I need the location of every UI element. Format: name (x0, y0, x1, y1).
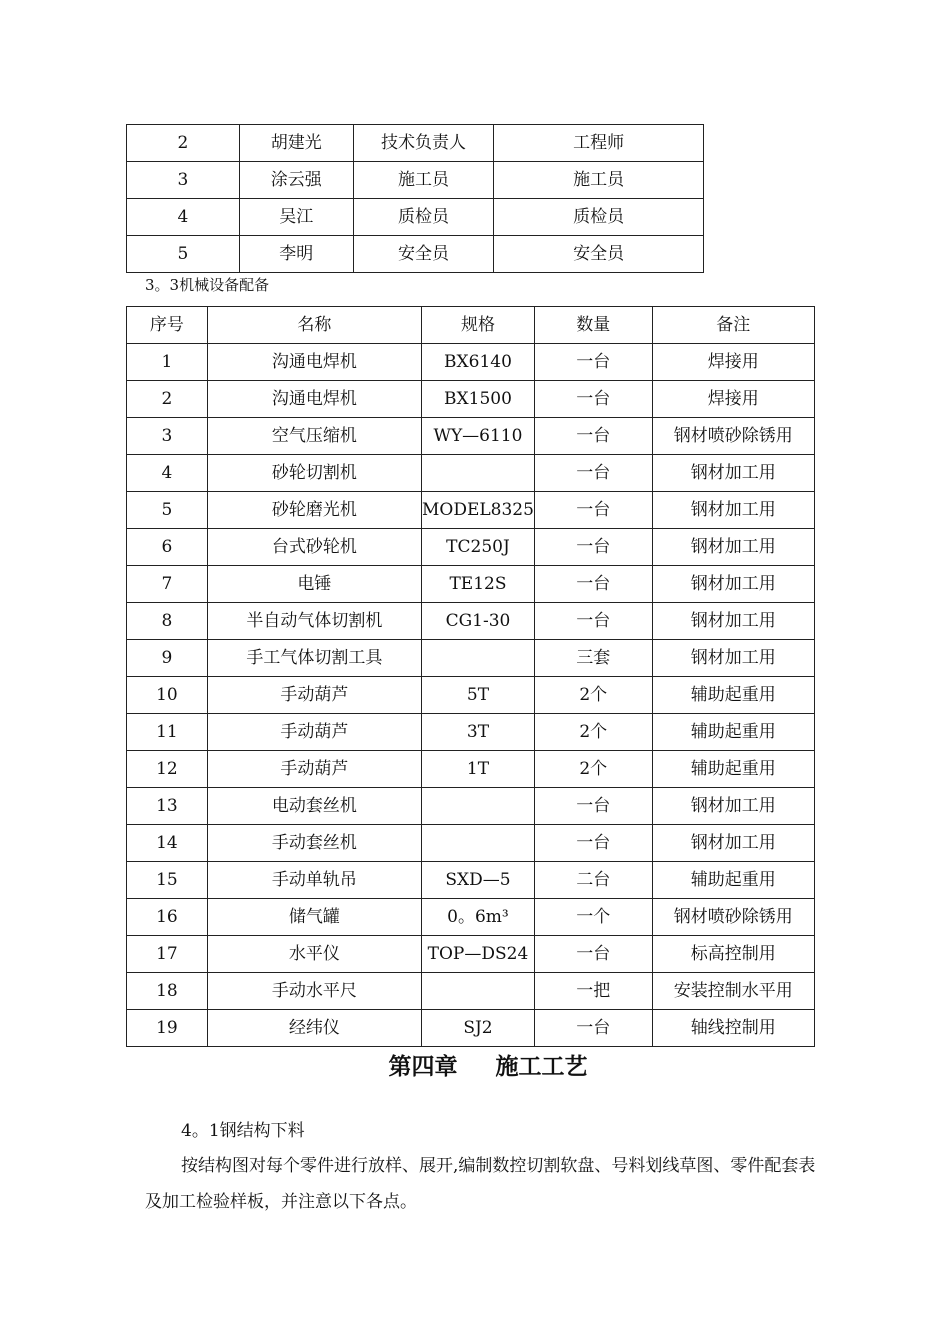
chapter-title: 施工工艺 (495, 1054, 588, 1080)
table-cell: 18 (127, 973, 208, 1010)
table-cell: 焊接用 (652, 381, 814, 418)
table-row (127, 862, 815, 899)
table-row (127, 936, 815, 973)
table-cell: 手动水平尺 (207, 973, 421, 1010)
subsection-heading: 4。1钢结构下料 (181, 1121, 305, 1141)
table-row (127, 125, 704, 162)
table-cell: 1T (422, 751, 535, 788)
table-cell: 16 (127, 899, 208, 936)
table-row (127, 825, 815, 862)
table-cell: 一台 (534, 825, 652, 862)
table-cell: 钢材加工用 (652, 455, 814, 492)
table-cell: TE12S (422, 566, 535, 603)
table-cell: 施工员 (494, 162, 704, 199)
table-cell: SJ2 (422, 1010, 535, 1047)
table-cell: 钢材加工用 (652, 825, 814, 862)
table-cell: 钢材加工用 (652, 640, 814, 677)
column-header: 备注 (652, 307, 814, 344)
table-row (127, 751, 815, 788)
table-cell: 一台 (534, 344, 652, 381)
table-cell (422, 788, 535, 825)
table-row (127, 492, 815, 529)
table-cell: 水平仪 (207, 936, 421, 973)
table-row (127, 714, 815, 751)
table-cell: 4 (127, 199, 240, 236)
table-cell: 7 (127, 566, 208, 603)
table-cell: 3T (422, 714, 535, 751)
table-cell: 2个 (534, 751, 652, 788)
table-cell: 安全员 (353, 236, 494, 273)
table-cell: 8 (127, 603, 208, 640)
table-cell: 一台 (534, 455, 652, 492)
table-row (127, 899, 815, 936)
table-row (127, 162, 704, 199)
table-cell: BX6140 (422, 344, 535, 381)
table-cell: 2 (127, 381, 208, 418)
table-cell: 一台 (534, 492, 652, 529)
table-cell: 砂轮切割机 (207, 455, 421, 492)
table-cell: 标高控制用 (652, 936, 814, 973)
chapter-number: 第四章 (388, 1054, 458, 1080)
table-cell: 9 (127, 640, 208, 677)
table-cell: 10 (127, 677, 208, 714)
table-cell: 11 (127, 714, 208, 751)
table-cell: TOP—DS24 (422, 936, 535, 973)
table-cell: 沟通电焊机 (207, 344, 421, 381)
table-cell (422, 825, 535, 862)
table-cell: 安全员 (494, 236, 704, 273)
table-header-row (127, 307, 815, 344)
table-cell: WY—6110 (422, 418, 535, 455)
table-cell: 三套 (534, 640, 652, 677)
chapter-heading (0, 1048, 950, 1081)
table-row (127, 566, 815, 603)
table-cell: 12 (127, 751, 208, 788)
table-cell: 电锤 (207, 566, 421, 603)
table-cell: 2个 (534, 677, 652, 714)
column-header: 名称 (207, 307, 421, 344)
table-cell: 5 (127, 236, 240, 273)
table-cell: SXD—5 (422, 862, 535, 899)
table-cell: 辅助起重用 (652, 862, 814, 899)
table-cell: 钢材加工用 (652, 566, 814, 603)
table-cell: 二台 (534, 862, 652, 899)
table-cell: 钢材加工用 (652, 492, 814, 529)
table-cell: 4 (127, 455, 208, 492)
table-cell: 钢材加工用 (652, 529, 814, 566)
table-row (127, 381, 815, 418)
table-cell: 钢材加工用 (652, 603, 814, 640)
table-cell: 一台 (534, 529, 652, 566)
table-cell: 手动葫芦 (207, 677, 421, 714)
staff-table (126, 124, 704, 273)
table-cell: 经纬仪 (207, 1010, 421, 1047)
table-cell: TC250J (422, 529, 535, 566)
table-cell: 一台 (534, 936, 652, 973)
body-paragraph: 按结构图对每个零件进行放样、展开,编制数控切割软盘、号料划线草图、零件配套表及加工检验样板，并注意以下各点。 (145, 1156, 816, 1212)
table-cell: 焊接用 (652, 344, 814, 381)
table-cell: 19 (127, 1010, 208, 1047)
table-cell: 一台 (534, 788, 652, 825)
table-cell: 辅助起重用 (652, 751, 814, 788)
table-row (127, 677, 815, 714)
table-cell: 手工气体切割工具 (207, 640, 421, 677)
table-cell: 15 (127, 862, 208, 899)
table-cell: 17 (127, 936, 208, 973)
table-cell: 手动葫芦 (207, 714, 421, 751)
table-cell: 施工员 (353, 162, 494, 199)
table-cell (422, 455, 535, 492)
table-cell: 砂轮磨光机 (207, 492, 421, 529)
column-header: 数量 (534, 307, 652, 344)
table-row (127, 640, 815, 677)
table-cell: 工程师 (494, 125, 704, 162)
table-row (127, 788, 815, 825)
table-cell: 0。6m³ (422, 899, 535, 936)
table-cell: 安装控制水平用 (652, 973, 814, 1010)
table-cell: 6 (127, 529, 208, 566)
table-cell: 电动套丝机 (207, 788, 421, 825)
table-cell: 技术负责人 (353, 125, 494, 162)
table-cell: 3 (127, 418, 208, 455)
table-cell: 一把 (534, 973, 652, 1010)
table-cell: 一个 (534, 899, 652, 936)
table-cell: 台式砂轮机 (207, 529, 421, 566)
column-header: 规格 (422, 307, 535, 344)
table-cell: 李明 (239, 236, 353, 273)
table-cell: 一台 (534, 381, 652, 418)
table-cell: 辅助起重用 (652, 677, 814, 714)
table-cell: 1 (127, 344, 208, 381)
table-row (127, 418, 815, 455)
table-cell: 一台 (534, 418, 652, 455)
table-row (127, 236, 704, 273)
table-cell: 13 (127, 788, 208, 825)
table-cell: 钢材喷砂除锈用 (652, 899, 814, 936)
table-row (127, 603, 815, 640)
column-header: 序号 (127, 307, 208, 344)
table-cell: 轴线控制用 (652, 1010, 814, 1047)
equipment-table (126, 306, 815, 1047)
table-cell: 2 (127, 125, 240, 162)
table-cell (422, 973, 535, 1010)
table-row (127, 529, 815, 566)
table-cell: 一台 (534, 603, 652, 640)
table-cell: 储气罐 (207, 899, 421, 936)
table-cell: 钢材加工用 (652, 788, 814, 825)
table-cell: 2个 (534, 714, 652, 751)
table-cell: 吴江 (239, 199, 353, 236)
table-cell: 钢材喷砂除锈用 (652, 418, 814, 455)
table-cell: 5 (127, 492, 208, 529)
table-row (127, 199, 704, 236)
table-cell: 5T (422, 677, 535, 714)
table-cell: BX1500 (422, 381, 535, 418)
table-cell: 沟通电焊机 (207, 381, 421, 418)
table-row (127, 973, 815, 1010)
table-cell: 14 (127, 825, 208, 862)
table-cell: 3 (127, 162, 240, 199)
table-cell: MODEL8325 (422, 492, 535, 529)
table-cell (422, 640, 535, 677)
table-cell: 质检员 (494, 199, 704, 236)
table-cell: 质检员 (353, 199, 494, 236)
table-cell: 空气压缩机 (207, 418, 421, 455)
table-row (127, 455, 815, 492)
table-cell: 半自动气体切割机 (207, 603, 421, 640)
equipment-section-label: 3。3机械设备配备 (145, 276, 270, 294)
table-cell: 手动单轨吊 (207, 862, 421, 899)
table-cell: 一台 (534, 1010, 652, 1047)
table-row (127, 344, 815, 381)
table-cell: 手动葫芦 (207, 751, 421, 788)
table-cell: 一台 (534, 566, 652, 603)
table-row (127, 1010, 815, 1047)
table-cell: 涂云强 (239, 162, 353, 199)
table-cell: 胡建光 (239, 125, 353, 162)
table-cell: CG1-30 (422, 603, 535, 640)
table-cell: 手动套丝机 (207, 825, 421, 862)
table-cell: 辅助起重用 (652, 714, 814, 751)
